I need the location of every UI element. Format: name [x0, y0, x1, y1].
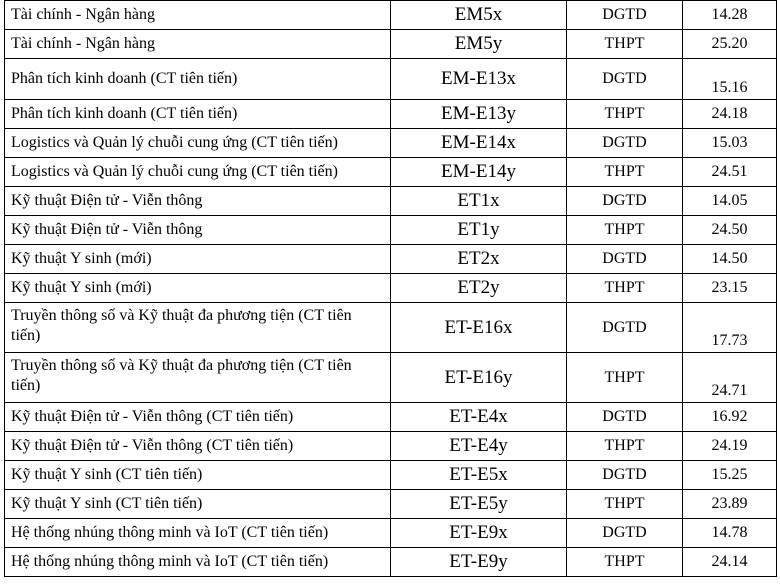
- admission-method: DGTD: [567, 519, 683, 548]
- admission-method: DGTD: [567, 129, 683, 158]
- cutoff-score: 14.05: [683, 187, 777, 216]
- table-row: [5, 548, 777, 577]
- table-row: [5, 30, 777, 59]
- program-code: EM-E14x: [391, 129, 567, 158]
- admission-score-table-container: [4, 0, 776, 577]
- admission-method: THPT: [567, 158, 683, 187]
- cutoff-score: 17.73: [683, 303, 777, 353]
- table-row: [5, 432, 777, 461]
- cutoff-score: 14.78: [683, 519, 777, 548]
- table-row: [5, 303, 777, 353]
- program-name: Logistics và Quản lý chuỗi cung ứng (CT tiên tiến): [5, 129, 391, 158]
- program-code: ET-E16y: [391, 353, 567, 403]
- program-code: ET-E16x: [391, 303, 567, 353]
- program-name: Truyền thông số và Kỹ thuật đa phương tiện (CT tiên tiến): [5, 353, 391, 403]
- program-code: ET-E9x: [391, 519, 567, 548]
- admission-method: DGTD: [567, 245, 683, 274]
- admission-method: THPT: [567, 100, 683, 129]
- program-code: ET2x: [391, 245, 567, 274]
- cutoff-score: 24.19: [683, 432, 777, 461]
- program-name: Truyền thông số và Kỹ thuật đa phương tiện (CT tiên tiến): [5, 303, 391, 353]
- admission-method: DGTD: [567, 303, 683, 353]
- cutoff-score: 15.03: [683, 129, 777, 158]
- program-code: ET1x: [391, 187, 567, 216]
- table-row: [5, 519, 777, 548]
- admission-score-table: [4, 0, 777, 577]
- admission-method: DGTD: [567, 59, 683, 100]
- cutoff-score: 24.14: [683, 548, 777, 577]
- admission-method: THPT: [567, 30, 683, 59]
- program-name: Kỹ thuật Y sinh (mới): [5, 274, 391, 303]
- cutoff-score: 15.16: [683, 59, 777, 100]
- cutoff-score: 14.28: [683, 1, 777, 30]
- program-code: ET1y: [391, 216, 567, 245]
- table-row: [5, 490, 777, 519]
- admission-method: THPT: [567, 216, 683, 245]
- admission-method: DGTD: [567, 187, 683, 216]
- program-code: ET-E4x: [391, 403, 567, 432]
- cutoff-score: 14.50: [683, 245, 777, 274]
- admission-method: THPT: [567, 490, 683, 519]
- table-row: [5, 245, 777, 274]
- table-row: [5, 187, 777, 216]
- cutoff-score: 24.18: [683, 100, 777, 129]
- admission-method: DGTD: [567, 461, 683, 490]
- cutoff-score: 16.92: [683, 403, 777, 432]
- cutoff-score: 24.71: [683, 353, 777, 403]
- table-row: [5, 216, 777, 245]
- program-code: ET-E4y: [391, 432, 567, 461]
- program-code: ET-E5y: [391, 490, 567, 519]
- program-name: Kỹ thuật Điện tử - Viễn thông (CT tiên tiến): [5, 403, 391, 432]
- admission-method: THPT: [567, 548, 683, 577]
- table-row: [5, 1, 777, 30]
- program-name: Hệ thống nhúng thông minh và IoT (CT tiên tiến): [5, 519, 391, 548]
- program-name: Kỹ thuật Điện tử - Viễn thông: [5, 216, 391, 245]
- program-code: EM5x: [391, 1, 567, 30]
- table-row: [5, 403, 777, 432]
- program-code: EM5y: [391, 30, 567, 59]
- admission-method: DGTD: [567, 403, 683, 432]
- admission-method: THPT: [567, 353, 683, 403]
- table-row: [5, 274, 777, 303]
- cutoff-score: 23.89: [683, 490, 777, 519]
- program-code: ET2y: [391, 274, 567, 303]
- program-name: Phân tích kinh doanh (CT tiên tiến): [5, 100, 391, 129]
- cutoff-score: 23.15: [683, 274, 777, 303]
- table-row: [5, 129, 777, 158]
- table-row: [5, 100, 777, 129]
- table-row: [5, 59, 777, 100]
- program-code: EM-E14y: [391, 158, 567, 187]
- program-code: EM-E13y: [391, 100, 567, 129]
- cutoff-score: 15.25: [683, 461, 777, 490]
- program-name: Tài chính - Ngân hàng: [5, 30, 391, 59]
- table-row: [5, 461, 777, 490]
- admission-method: THPT: [567, 274, 683, 303]
- admission-method: DGTD: [567, 1, 683, 30]
- table-row: [5, 353, 777, 403]
- program-code: EM-E13x: [391, 59, 567, 100]
- program-code: ET-E5x: [391, 461, 567, 490]
- program-name: Hệ thống nhúng thông minh và IoT (CT tiên tiến): [5, 548, 391, 577]
- program-name: Logistics và Quản lý chuỗi cung ứng (CT tiên tiến): [5, 158, 391, 187]
- cutoff-score: 24.50: [683, 216, 777, 245]
- program-code: ET-E9y: [391, 548, 567, 577]
- program-name: Kỹ thuật Điện tử - Viễn thông (CT tiên tiến): [5, 432, 391, 461]
- program-name: Tài chính - Ngân hàng: [5, 1, 391, 30]
- table-row: [5, 158, 777, 187]
- program-name: Kỹ thuật Y sinh (mới): [5, 245, 391, 274]
- cutoff-score: 25.20: [683, 30, 777, 59]
- program-name: Phân tích kinh doanh (CT tiên tiến): [5, 59, 391, 100]
- program-name: Kỹ thuật Điện tử - Viễn thông: [5, 187, 391, 216]
- program-name: Kỹ thuật Y sinh (CT tiên tiến): [5, 490, 391, 519]
- admission-method: THPT: [567, 432, 683, 461]
- cutoff-score: 24.51: [683, 158, 777, 187]
- program-name: Kỹ thuật Y sinh (CT tiên tiến): [5, 461, 391, 490]
